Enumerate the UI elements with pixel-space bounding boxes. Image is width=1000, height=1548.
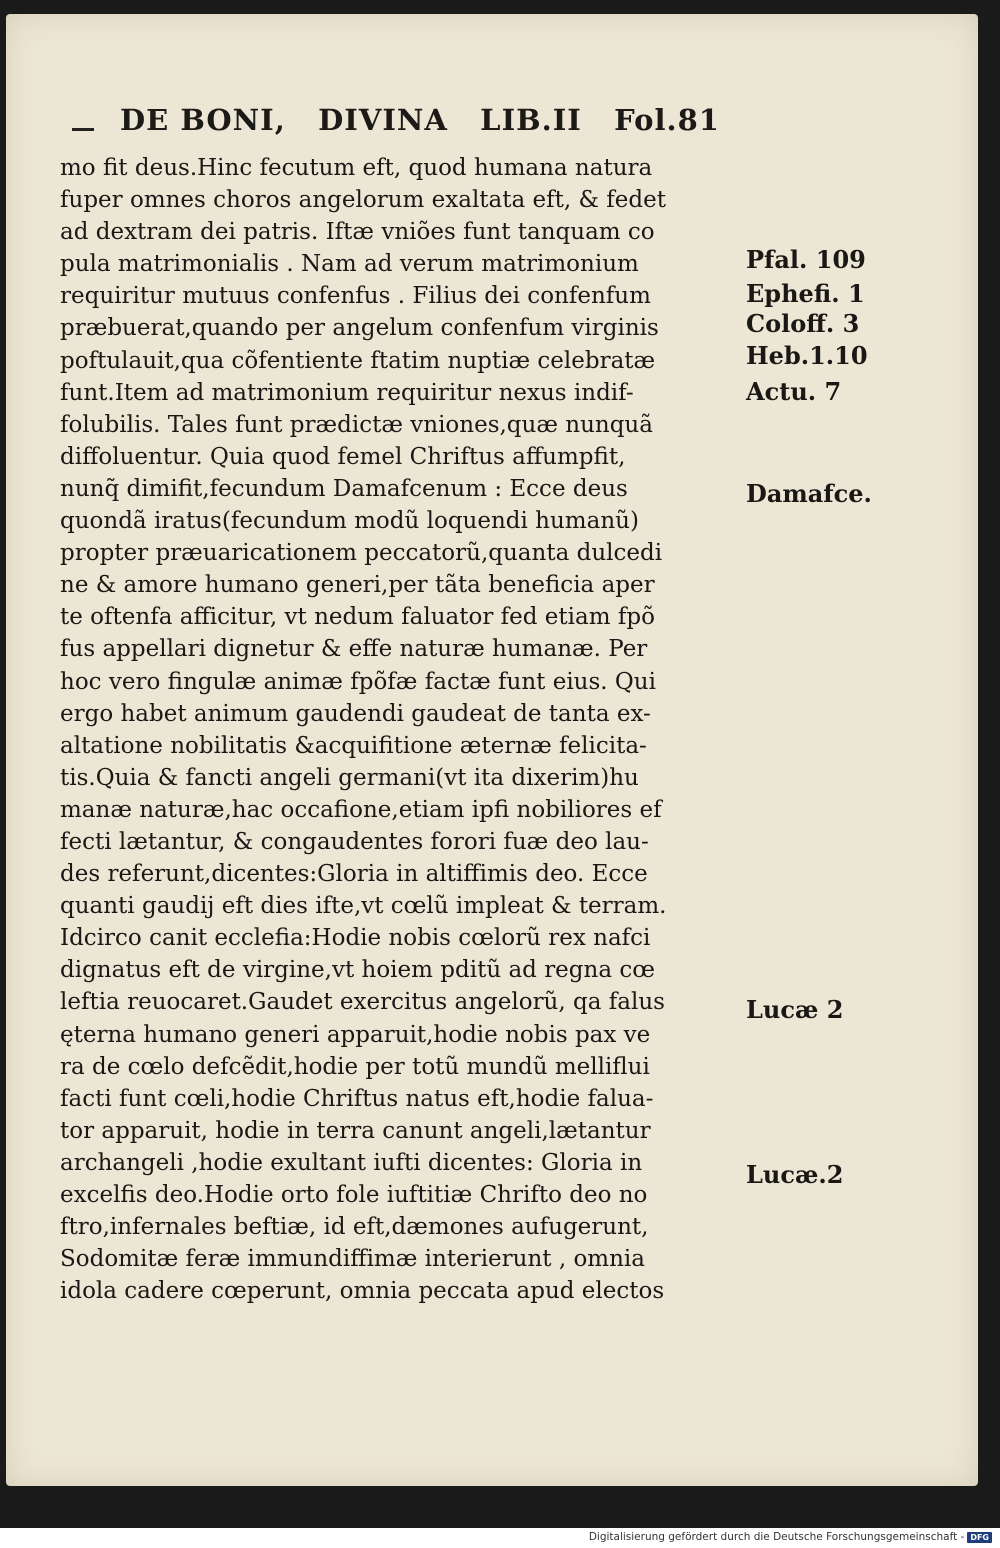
text-line: manæ naturæ,hac occafione,etiam ipfi nobiliores ef <box>60 796 662 823</box>
page-mark <box>72 128 94 131</box>
text-line: te oftenfa afficitur, vt nedum faluator fed etiam fpõ <box>60 604 655 631</box>
text-line: ne & amore humano generi,per tãta beneficia aper <box>60 572 655 599</box>
text-line: ra de cœlo defcẽdit,hodie per totũ mundũ melliflui <box>60 1053 650 1080</box>
text-line: quondã iratus(fecundum modũ loquendi humanũ) <box>60 508 639 535</box>
text-line: altatione nobilitatis &acquifitione æternæ felicita- <box>60 732 647 759</box>
margin-note-lucae-1: Lucæ 2 <box>746 995 844 1024</box>
text-line: ęterna humano generi apparuit,hodie nobis pax ve <box>60 1021 651 1048</box>
text-line: Idcirco canit ecclefia:Hodie nobis cœlorũ rex nafci <box>60 925 651 952</box>
margin-note-coloss: Coloff. 3 <box>746 309 860 338</box>
text-line: archangeli ,hodie exultant iufti dicentes: Gloria in <box>60 1149 643 1176</box>
text-line: poftulauit,qua cõfentiente ftatim nuptiæ celebratæ <box>60 347 656 374</box>
text-line: fuper omnes choros angelorum exaltata eft, & fedet <box>60 187 666 214</box>
text-line: tor apparuit, hodie in terra canunt angeli,lætantur <box>60 1117 651 1144</box>
text-line: pula matrimonialis . Nam ad verum matrimonium <box>60 251 639 278</box>
text-line: idola cadere cœperunt, omnia peccata apud electos <box>60 1278 665 1305</box>
header-left: DE BONI, <box>120 103 286 137</box>
text-line: nunq̃ dimifit,fecundum Damafcenum : Ecce deus <box>60 475 628 502</box>
text-line: excelfis deo.Hodie orto fole iuftitiæ Chrifto deo no <box>60 1182 648 1208</box>
text-line: Sodomitæ feræ immundiffimæ interierunt , omnia <box>60 1246 645 1273</box>
text-line: requiritur mutuus confenfus . Filius dei confenfum <box>60 283 651 310</box>
margin-note-actu: Actu. 7 <box>746 377 842 406</box>
text-line: propter præuaricationem peccatorũ,quanta dulcedi <box>60 540 663 567</box>
text-line: folubilis. Tales funt prædictæ vniones,quæ nunquã <box>60 411 653 438</box>
running-header <box>120 98 720 142</box>
text-line: mo fit deus.Hinc fecutum eft, quod humana natura <box>60 155 653 181</box>
text-line: des referunt,dicentes:Gloria in altiffimis deo. Ecce <box>60 861 648 888</box>
digitization-credit <box>589 1531 992 1543</box>
text-line: leftia reuocaret.Gaudet exercitus angelorũ, qa falus <box>60 989 665 1016</box>
text-line: hoc vero fingulæ animæ fpõfæ factæ funt eius. Qui <box>60 668 656 695</box>
credit-text: Digitalisierung gefördert durch die Deutsche Forschungsgemeinschaft - <box>588 1531 965 1543</box>
text-line: præbuerat,quando per angelum confenfum virginis <box>60 315 659 342</box>
text-line: ergo habet animum gaudendi gaudeat de tanta ex- <box>60 700 651 727</box>
text-line: fecti lætantur, & congaudentes forori fuæ deo lau- <box>60 828 649 855</box>
text-line: dignatus eft de virgine,vt hoiem pditũ ad regna cœ <box>60 957 655 984</box>
header-lib: LIB.II <box>480 103 582 137</box>
header-center: DIVINA <box>318 103 448 137</box>
text-line: quanti gaudij eft dies ifte,vt cœlũ impleat & terram. <box>60 893 667 920</box>
text-line: facti funt cœli,hodie Chriftus natus eft,hodie falua- <box>60 1085 654 1112</box>
text-line: ad dextram dei patris. Iftæ vniões funt tanquam co <box>60 219 655 246</box>
margin-note-lucae-2: Lucæ.2 <box>746 1160 844 1189</box>
text-line: tis.Quia & fancti angeli germani(vt ita dixerim)hu <box>60 764 639 791</box>
margin-note-heb: Heb.1.10 <box>746 341 868 370</box>
text-line: funt.Item ad matrimonium requiritur nexus indif- <box>60 379 634 406</box>
margin-note-damasce: Damafce. <box>746 479 872 508</box>
margin-note-ephesi: Ephefi. 1 <box>746 279 865 308</box>
text-line: fus appellari dignetur & effe naturæ humanæ. Per <box>60 636 648 663</box>
folio-number: Fol.81 <box>614 103 720 137</box>
text-line: ftro,infernales beftiæ, id eft,dæmones aufugerunt, <box>60 1214 649 1241</box>
text-line: diffoluentur. Quia quod femel Chriftus affumpfit, <box>60 443 626 470</box>
main-text-block <box>60 152 740 1307</box>
dfg-logo: DFG <box>967 1532 992 1543</box>
margin-note-psal: Pfal. 109 <box>746 245 866 274</box>
